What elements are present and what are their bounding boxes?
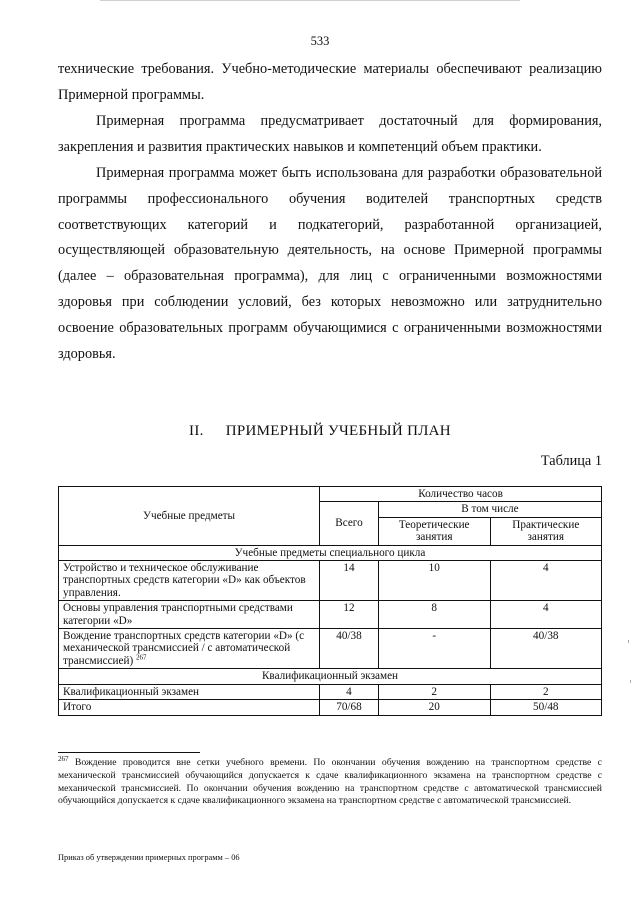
scan-top-edge bbox=[100, 0, 520, 1]
total-cell: 70/68 bbox=[320, 700, 379, 715]
header-total: Всего bbox=[320, 502, 379, 545]
subject-cell: Итого bbox=[59, 700, 320, 715]
theory-cell: 2 bbox=[378, 684, 490, 699]
section-heading bbox=[0, 423, 640, 440]
footnote-ref[interactable]: 267 bbox=[136, 653, 147, 662]
footnote-separator bbox=[58, 752, 200, 753]
paragraph-2: Примерная программа предусматривает достаточный для формирования, закрепления и развития практических навыков и компетенций объем практики. bbox=[58, 113, 602, 155]
table-header-row bbox=[59, 487, 602, 502]
paragraph-3: Примерная программа может быть использована для разработки образовательной программы профессионального обучения водителей транспортных средств соответствующих категорий и подкатегорий, разработанной организацией, осуществляющей образовательную деятельность, на основе Примерной программы (далее – образовательная программа), для лиц с ограниченными возможностями здоровья при соблюдении условий, без которых невозможно или затруднительно освоение образовательных программ обучающимися с ограниченными возможностями здоровья. bbox=[58, 165, 602, 362]
header-theory: Теоретические занятия bbox=[378, 517, 490, 545]
theory-cell: 8 bbox=[378, 601, 490, 629]
scan-speck bbox=[630, 680, 631, 683]
table-row bbox=[59, 684, 602, 699]
section-title: ПРИМЕРНЫЙ УЧЕБНЫЙ ПЛАН bbox=[225, 423, 451, 439]
theory-cell: 20 bbox=[378, 700, 490, 715]
section-special-cycle: Учебные предметы специального цикла bbox=[59, 545, 602, 560]
header-including: В том числе bbox=[378, 502, 601, 517]
practice-cell: 50/48 bbox=[490, 700, 601, 715]
page-number: 533 bbox=[310, 34, 330, 48]
subject-cell: Устройство и техническое обслуживание транспортных средств категории «D» как объектов управления. bbox=[59, 561, 320, 601]
table-section-row bbox=[59, 669, 602, 684]
footnote-text: Вождение проводится вне сетки учебного времени. По окончании обучения вождению на транспортном средстве с механической трансмиссией обучающийся допускается к сдаче квалификационного экзамена на транспортном средстве с механической трансмиссией. По окончании обучения вождению на транспортном средстве с автоматической трансмиссией обучающийся допускается к сдаче квалификационного экзамена на транспортном средстве с автоматической трансмиссией. bbox=[58, 757, 602, 807]
table-section-row bbox=[59, 545, 602, 560]
section-exam: Квалификационный экзамен bbox=[59, 669, 602, 684]
table-row bbox=[59, 629, 602, 669]
scan-speck bbox=[628, 640, 629, 643]
practice-cell: 4 bbox=[490, 561, 601, 601]
paragraph-1: технические требования. Учебно-методические материалы обеспечивают реализацию Примерной программы. bbox=[58, 61, 602, 103]
practice-cell: 4 bbox=[490, 601, 601, 629]
theory-cell: 10 bbox=[378, 561, 490, 601]
header-subjects: Учебные предметы bbox=[59, 487, 320, 546]
total-cell: 4 bbox=[320, 684, 379, 699]
subject-cell bbox=[59, 629, 320, 669]
subject-cell: Квалификационный экзамен bbox=[59, 684, 320, 699]
table-row bbox=[59, 561, 602, 601]
footnote bbox=[58, 754, 602, 808]
header-practice: Практические занятия bbox=[490, 517, 601, 545]
total-cell: 40/38 bbox=[320, 629, 379, 669]
practice-cell: 2 bbox=[490, 684, 601, 699]
table-total-row bbox=[59, 700, 602, 715]
total-cell: 14 bbox=[320, 561, 379, 601]
total-cell: 12 bbox=[320, 601, 379, 629]
header-hours: Количество часов bbox=[320, 487, 602, 502]
curriculum-table bbox=[58, 486, 602, 716]
document-footer: Приказ об утверждении примерных программ – 06 bbox=[58, 853, 240, 862]
table-row bbox=[59, 601, 602, 629]
subject-cell: Основы управления транспортными средствами категории «D» bbox=[59, 601, 320, 629]
subject-text: Вождение транспортных средств категории «D» (с механической трансмиссией / с автоматической трансмиссией) bbox=[63, 630, 305, 667]
footnote-number: 267 bbox=[58, 754, 69, 763]
table-label: Таблица 1 bbox=[540, 453, 602, 469]
theory-cell: - bbox=[378, 629, 490, 669]
practice-cell: 40/38 bbox=[490, 629, 601, 669]
section-number: II. bbox=[189, 423, 204, 439]
